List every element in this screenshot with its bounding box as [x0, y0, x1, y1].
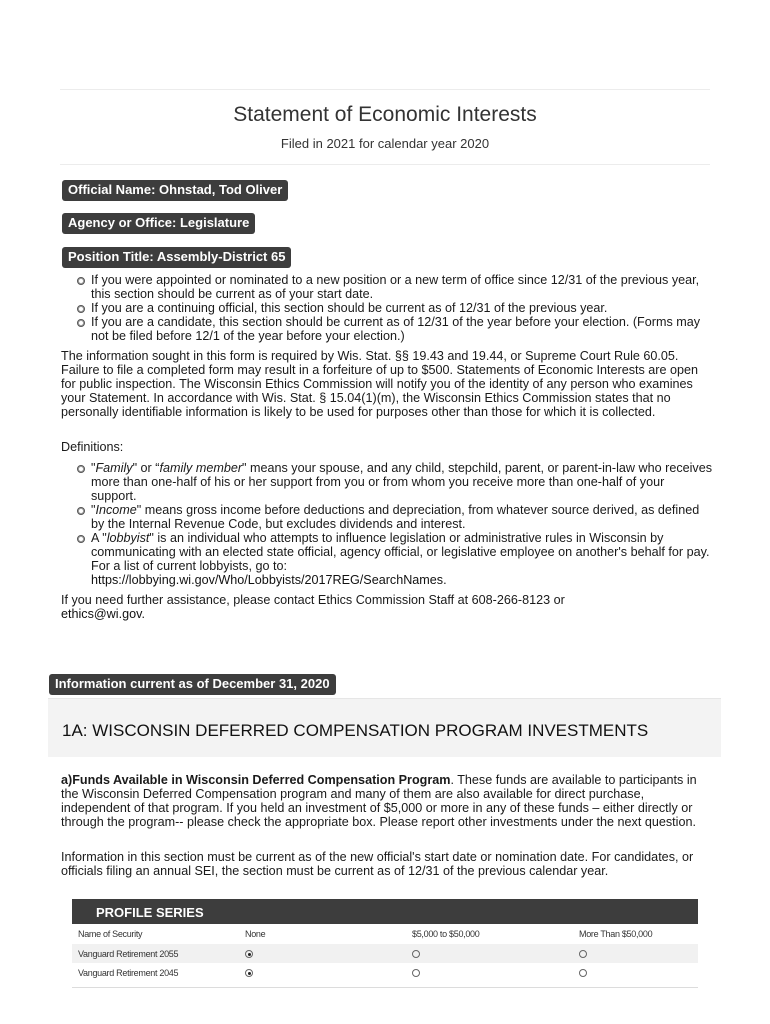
currency-note: Information in this section must be current as of the new official's start date or nomination date. For candidates, or officials filing an annual SEI, the section must be current as of 12/31 of the previous calendar year.: [61, 850, 694, 878]
definition-income: "Income" means gross income before deductions and depreciation, from whatever source derived, as defined by the Internal Revenue Code, but excludes dividends and interest.: [91, 503, 713, 531]
profile-series-title: PROFILE SERIES: [72, 899, 698, 924]
definitions-heading: Definitions:: [61, 440, 124, 454]
page-title: Statement of Economic Interests: [233, 103, 537, 126]
position-instructions-list: [61, 273, 713, 343]
list-item: If you are a candidate, this section should be current as of 12/31 of the year before your election. (Forms may not be filed before 12/1 of the year before your election.): [91, 315, 713, 343]
profile-series-table: [72, 899, 698, 982]
radio-more-than-50000[interactable]: [579, 969, 587, 977]
column-header: $5,000 to $50,000: [412, 929, 480, 939]
list-item: If you were appointed or nominated to a new position or a new term of office since 12/31 of the previous year, this section should be current as of your start date.: [91, 273, 713, 301]
agency-label: Agency or Office: Legislature: [62, 213, 255, 234]
official-name-label: Official Name: Ohnstad, Tod Oliver: [62, 180, 288, 201]
assistance-text: If you need further assistance, please contact Ethics Commission Staff at 608-266-8123 or ethics@wi.gov.: [61, 593, 565, 621]
ethics-email-link[interactable]: ethics@wi.gov: [61, 607, 142, 621]
radio-more-than-50000[interactable]: [579, 950, 587, 958]
position-title-label: Position Title: Assembly-District 65: [62, 247, 291, 268]
table-bottom-border: [72, 987, 698, 988]
radio-none[interactable]: [245, 969, 253, 977]
top-divider: [60, 89, 710, 90]
column-header: Name of Security: [78, 929, 143, 939]
security-name: Vanguard Retirement 2045: [78, 967, 179, 978]
definitions-list: [61, 461, 713, 587]
section-title: 1A: WISCONSIN DEFERRED COMPENSATION PROGRAM INVESTMENTS: [62, 721, 649, 740]
column-header: None: [245, 929, 266, 939]
definition-lobbyist: A "lobbyist" is an individual who attempts to influence legislation or administrative rules in Wisconsin by communicating with an elected state official, agency official, or legislative employee on another's behalf for pay. For a list of current lobbyists, go to: https://lobbying.wi.gov/Who/Lobbyists/2017REG/SearchNames.: [91, 531, 713, 587]
security-name: Vanguard Retirement 2055: [72, 944, 239, 963]
part-a-heading: a)Funds Available in Wisconsin Deferred Compensation Program: [61, 773, 451, 787]
radio-5000-to-50000[interactable]: [412, 969, 420, 977]
column-header: More Than $50,000: [579, 929, 653, 939]
radio-5000-to-50000[interactable]: [412, 950, 420, 958]
part-a-paragraph: a)Funds Available in Wisconsin Deferred Compensation Program. These funds are available to participants in the Wisconsin Deferred Compensation program and many of them are also available for direct purchase, independent of that program. If you held an investment of $5,000 or more in any of these funds – either directly or through the program-- please check the appropriate box. Please report other investments under the next question.: [61, 773, 697, 829]
definition-family: "Family" or “family member" means your spouse, and any child, stepchild, parent, or parent-in-law who receives more than one-half of his or her support from you or from whom you receive more than one-half of your support.: [91, 461, 713, 503]
table-row: [72, 944, 698, 963]
radio-none[interactable]: [245, 950, 253, 958]
legal-notice-paragraph: The information sought in this form is required by Wis. Stat. §§ 19.43 and 19.44, or Supreme Court Rule 60.05. Failure to file a completed form may result in a forfeiture of up to $500. Statements of Economic Interests are open for public inspection. The Wisconsin Ethics Commission will notify you of the identity of any person who examines your Statement. In accordance with Wis. Stat. § 15.04(1)(m), the Wisconsin Ethics Commission states that no personally identifiable information is likely to be used for purposes other than those for which it is collected.: [61, 349, 699, 419]
header-divider: [60, 164, 710, 165]
info-current-label: Information current as of December 31, 2020: [49, 674, 336, 695]
table-row: [72, 963, 698, 982]
page-subtitle: Filed in 2021 for calendar year 2020: [280, 136, 490, 151]
list-item: If you are a continuing official, this section should be current as of 12/31 of the previous year.: [91, 301, 713, 315]
lobbyist-list-link[interactable]: https://lobbying.wi.gov/Who/Lobbyists/2017REG/SearchNames: [91, 573, 444, 587]
